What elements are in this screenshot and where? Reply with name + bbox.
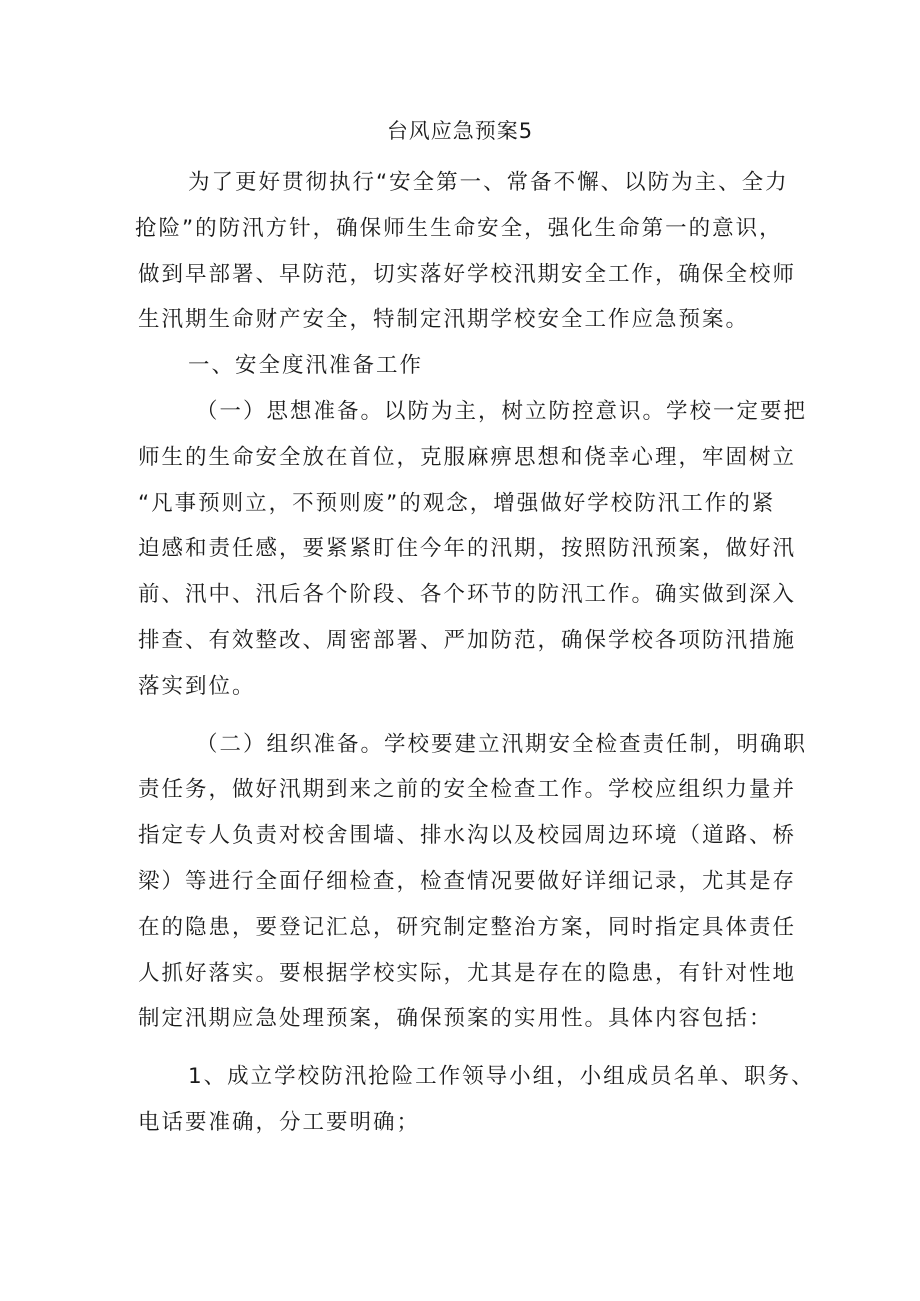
text-line: 做到早部署、早防范，切实落好学校汛期安全工作，确保全校师 <box>138 261 797 287</box>
document-title: 台风应急预案5 <box>386 119 534 143</box>
section-heading: 一、安全度汛准备工作 <box>188 353 424 379</box>
text-line: 生汛期生命财产安全，特制定汛期学校安全工作应急预案。 <box>138 307 750 333</box>
paragraph-gap <box>138 710 794 722</box>
text-line: 迫感和责任感，要紧紧盯住今年的汛期，按照防汛预案，做好汛 <box>138 536 797 562</box>
document-body <box>135 160 815 1146</box>
text-line: 落实到位。 <box>138 673 256 699</box>
text-line: 师生的生命安全放在首位，克服麻痹思想和侥幸心理，牢固树立 <box>138 444 797 470</box>
text-line: 在的隐患，要登记汇总，研究制定整治方案，同时指定具体责任 <box>138 914 797 940</box>
text-line: 责任务，做好汛期到来之前的安全检查工作。学校应组织力量并 <box>138 777 797 803</box>
text-line: 电话要准确，分工要明确； <box>138 1109 421 1135</box>
text-line: （二）组织准备。学校要建立汛期安全检查责任制，明确职 <box>196 731 808 757</box>
text-line: 排查、有效整改、周密部署、严加防范，确保学校各项防汛措施 <box>138 627 797 653</box>
text-line: “凡事预则立，不预则废”的观念，增强做好学校防汛工作的紧 <box>138 490 776 516</box>
text-line: 指定专人负责对校舍围墙、排水沟以及校园周边环境（道路、桥 <box>138 823 797 849</box>
text-line: 梁）等进行全面仔细检查，检查情况要做好详细记录，尤其是存 <box>138 868 797 894</box>
text-line: （一）思想准备。以防为主，树立防控意识。学校一定要把 <box>196 398 808 424</box>
paragraph-gap <box>138 1042 794 1054</box>
text-line: 制定汛期应急处理预案，确保预案的实用性。具体内容包括： <box>138 1006 773 1032</box>
text-line: 前、汛中、汛后各个阶段、各个环节的防汛工作。确实做到深入 <box>138 582 797 608</box>
text-line: 抢险”的防汛方针，确保师生生命安全，强化生命第一的意识， <box>135 215 783 241</box>
text-line: 人抓好落实。要根据学校实际，尤其是存在的隐患，有针对性地 <box>138 960 797 986</box>
list-item: 1、成立学校防汛抢险工作领导小组，小组成员名单、职务、 <box>188 1064 815 1090</box>
text-line: 为了更好贯彻执行“安全第一、常备不懈、以防为主、全力 <box>188 170 789 195</box>
